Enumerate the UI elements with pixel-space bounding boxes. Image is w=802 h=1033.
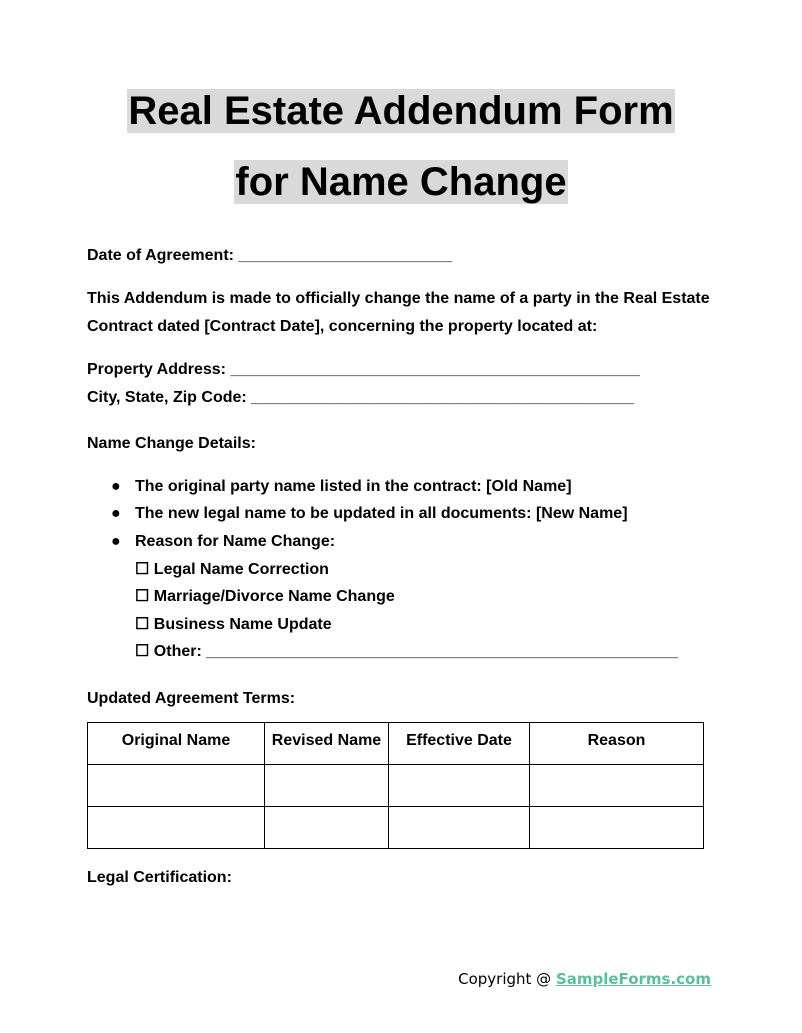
table-header-row xyxy=(88,723,704,765)
title-text-2: for Name Change xyxy=(235,160,567,204)
table-cell[interactable] xyxy=(530,807,704,849)
header-effective-date: Effective Date xyxy=(389,723,530,765)
bullet-reason: Reason for Name Change: xyxy=(135,533,336,550)
bullet-icon: ● xyxy=(111,505,121,522)
checkbox-other[interactable]: ☐ Other: _____________________________________________________ xyxy=(135,643,678,660)
table-row xyxy=(88,765,704,807)
intro-line-1: This Addendum is made to officially change the name of a party in the Real Estate xyxy=(87,290,710,307)
name-change-heading: Name Change Details: xyxy=(87,435,256,452)
bullet-new-name: The new legal name to be updated in all documents: [New Name] xyxy=(135,505,628,522)
bullet-icon: ● xyxy=(111,533,121,550)
table-cell[interactable] xyxy=(530,765,704,807)
terms-table xyxy=(87,722,704,849)
property-address-field[interactable]: Property Address: ______________________________________________ xyxy=(87,361,640,378)
header-reason: Reason xyxy=(530,723,704,765)
table-cell[interactable] xyxy=(265,765,389,807)
date-of-agreement-field[interactable]: Date of Agreement: ________________________ xyxy=(87,247,452,264)
city-state-zip-field[interactable]: City, State, Zip Code: ___________________________________________ xyxy=(87,389,634,406)
copyright-footer xyxy=(458,968,711,990)
table-cell[interactable] xyxy=(389,807,530,849)
checkbox-marriage-divorce[interactable]: ☐ Marriage/Divorce Name Change xyxy=(135,588,395,605)
page-title-line-2 xyxy=(0,159,802,206)
legal-certification-heading: Legal Certification: xyxy=(87,869,232,886)
table-row xyxy=(88,807,704,849)
table-cell[interactable] xyxy=(88,807,265,849)
checkbox-business-name-update[interactable]: ☐ Business Name Update xyxy=(135,616,332,633)
header-original-name: Original Name xyxy=(88,723,265,765)
terms-heading: Updated Agreement Terms: xyxy=(87,690,296,707)
sampleforms-link[interactable]: SampleForms.com xyxy=(555,970,711,988)
title-text-1: Real Estate Addendum Form xyxy=(128,89,674,133)
bullet-old-name: The original party name listed in the contract: [Old Name] xyxy=(135,478,572,495)
copyright-prefix: Copyright @ xyxy=(458,970,556,988)
bullet-icon: ● xyxy=(111,478,121,495)
table-cell[interactable] xyxy=(265,807,389,849)
header-revised-name: Revised Name xyxy=(265,723,389,765)
page-title-line-1 xyxy=(0,88,802,135)
table-cell[interactable] xyxy=(389,765,530,807)
checkbox-legal-name-correction[interactable]: ☐ Legal Name Correction xyxy=(135,561,329,578)
intro-line-2: Contract dated [Contract Date], concerning the property located at: xyxy=(87,318,598,335)
table-cell[interactable] xyxy=(88,765,265,807)
